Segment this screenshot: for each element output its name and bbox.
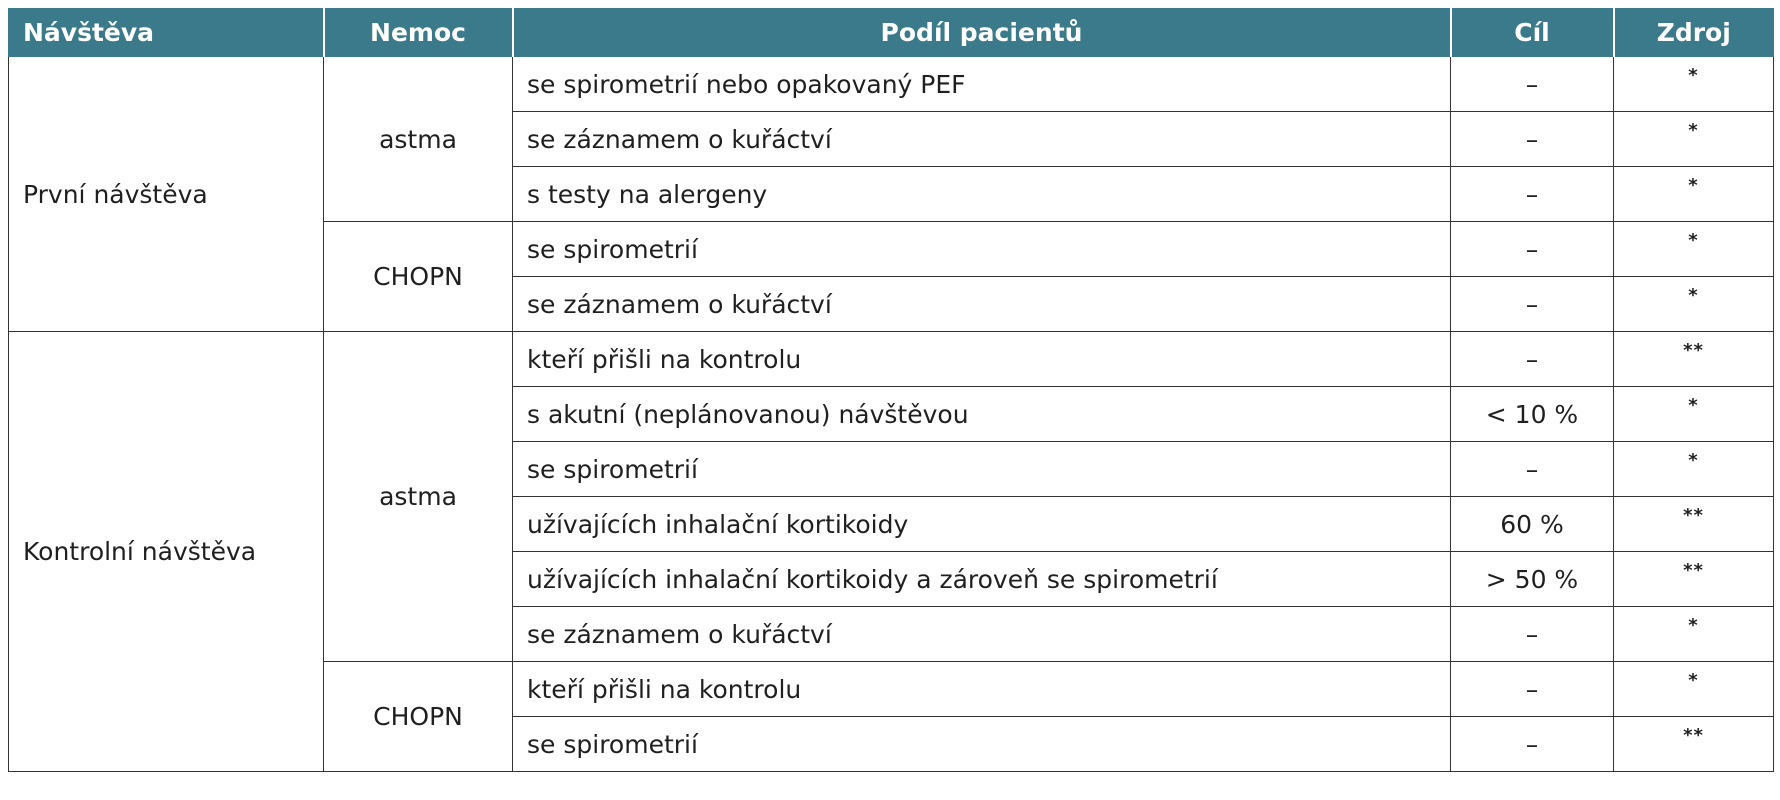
target-cell: – xyxy=(1451,607,1614,662)
source-cell: ** xyxy=(1614,497,1774,552)
share-cell: s testy na alergeny xyxy=(513,167,1451,222)
source-cell: * xyxy=(1614,222,1774,277)
table-row xyxy=(9,332,1774,387)
share-cell: s akutní (neplánovanou) návštěvou xyxy=(513,387,1451,442)
header-visit: Návštěva xyxy=(9,9,324,57)
target-cell: – xyxy=(1451,662,1614,717)
table-container xyxy=(8,8,1774,772)
source-cell: ** xyxy=(1614,332,1774,387)
source-cell: * xyxy=(1614,442,1774,497)
share-cell: kteří přišli na kontrolu xyxy=(513,332,1451,387)
source-cell: * xyxy=(1614,167,1774,222)
share-cell: kteří přišli na kontrolu xyxy=(513,662,1451,717)
share-cell: se záznamem o kuřáctví xyxy=(513,277,1451,332)
share-cell: se záznamem o kuřáctví xyxy=(513,607,1451,662)
target-cell: – xyxy=(1451,332,1614,387)
quality-indicators-table xyxy=(8,8,1774,772)
header-disease: Nemoc xyxy=(324,9,513,57)
target-cell: < 10 % xyxy=(1451,387,1614,442)
share-cell: užívajících inhalační kortikoidy xyxy=(513,497,1451,552)
source-cell: ** xyxy=(1614,717,1774,772)
target-cell: – xyxy=(1451,277,1614,332)
source-cell: * xyxy=(1614,387,1774,442)
target-cell: – xyxy=(1451,222,1614,277)
header-share: Podíl pacientů xyxy=(513,9,1451,57)
header-target: Cíl xyxy=(1451,9,1614,57)
target-cell: > 50 % xyxy=(1451,552,1614,607)
header-source: Zdroj xyxy=(1614,9,1774,57)
table-row xyxy=(9,57,1774,112)
visit-cell: První návštěva xyxy=(9,57,324,332)
target-cell: – xyxy=(1451,717,1614,772)
disease-cell: astma xyxy=(324,332,513,662)
share-cell: užívajících inhalační kortikoidy a zároveň se spirometrií xyxy=(513,552,1451,607)
target-cell: – xyxy=(1451,112,1614,167)
source-cell: * xyxy=(1614,607,1774,662)
disease-cell: CHOPN xyxy=(324,662,513,772)
target-cell: – xyxy=(1451,167,1614,222)
disease-cell: CHOPN xyxy=(324,222,513,332)
share-cell: se spirometrií nebo opakovaný PEF xyxy=(513,57,1451,112)
share-cell: se spirometrií xyxy=(513,222,1451,277)
share-cell: se spirometrií xyxy=(513,442,1451,497)
disease-cell: astma xyxy=(324,57,513,222)
source-cell: * xyxy=(1614,277,1774,332)
source-cell: * xyxy=(1614,57,1774,112)
share-cell: se spirometrií xyxy=(513,717,1451,772)
target-cell: – xyxy=(1451,442,1614,497)
target-cell: 60 % xyxy=(1451,497,1614,552)
source-cell: ** xyxy=(1614,552,1774,607)
target-cell: – xyxy=(1451,57,1614,112)
source-cell: * xyxy=(1614,662,1774,717)
source-cell: * xyxy=(1614,112,1774,167)
header-row xyxy=(9,9,1774,57)
visit-cell: Kontrolní návštěva xyxy=(9,332,324,772)
share-cell: se záznamem o kuřáctví xyxy=(513,112,1451,167)
